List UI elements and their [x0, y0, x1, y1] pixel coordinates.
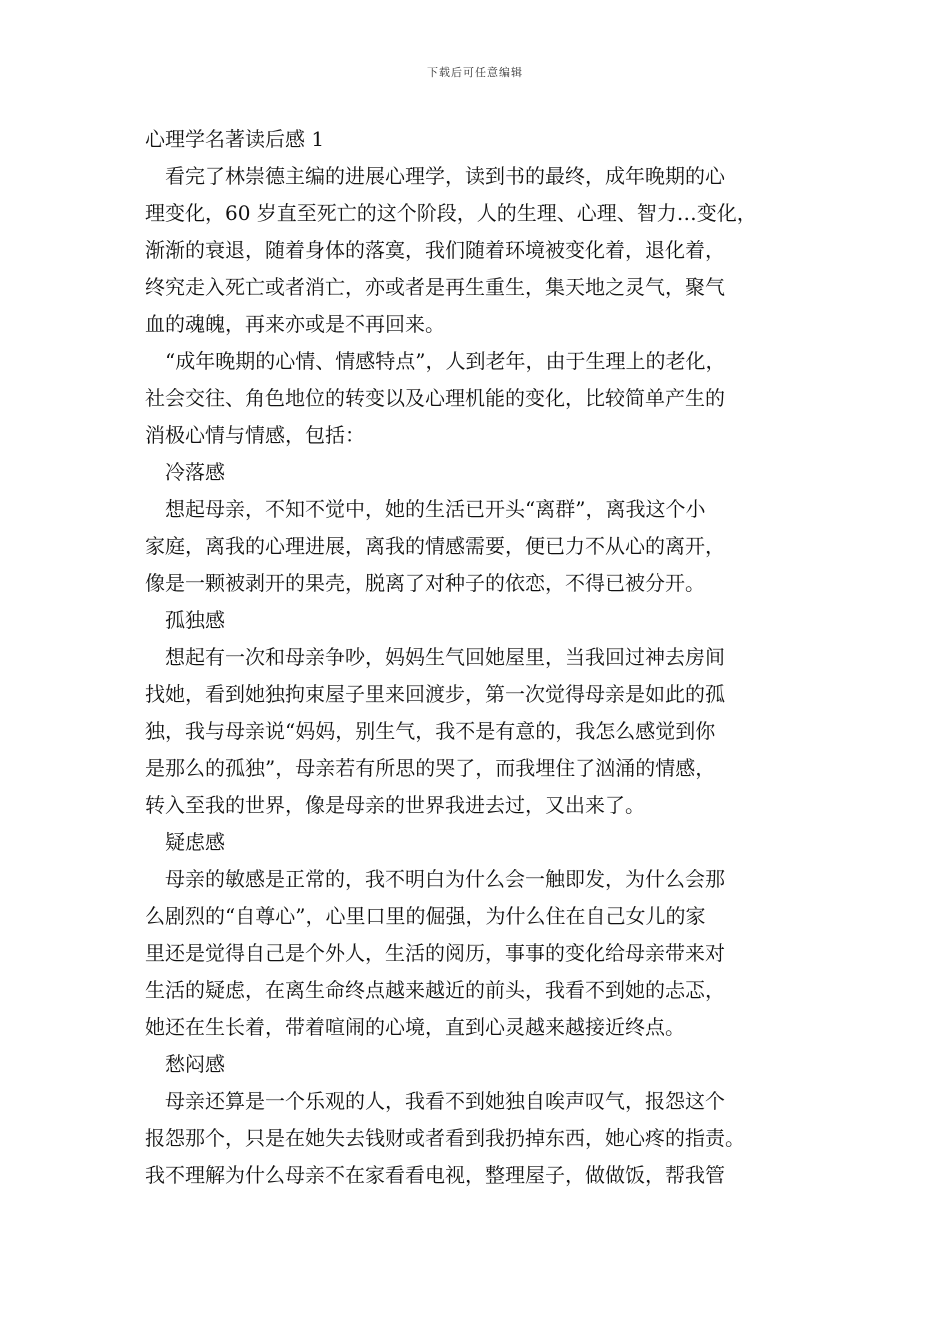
paragraph-line: 渐渐的衰退，随着身体的落寞，我们随着环境被变化着，退化着， [145, 238, 725, 262]
document-title: 心理学名著读后感 1 [145, 127, 325, 151]
paragraph-line: 报怨那个，只是在她失去钱财或者看到我扔掉东西，她心疼的指责。 [145, 1126, 745, 1150]
paragraph-line: 她还在生长着，带着喧闹的心境，直到心灵越来越接近终点。 [145, 1015, 685, 1039]
paragraph-line: 是那么的孤独”，母亲若有所思的哭了，而我埋住了汹涌的情感， [145, 756, 716, 780]
paragraph-line: 血的魂魄，再来亦或是不再回来。 [145, 312, 445, 336]
paragraph [145, 639, 815, 824]
paragraph-line: 找她，看到她独拘束屋子里来回渡步，第一次觉得母亲是如此的孤 [145, 682, 725, 706]
section-heading: 疑虑感 [165, 830, 225, 854]
paragraph-line: 消极心情与情感，包括： [145, 423, 365, 447]
paragraph [145, 158, 815, 343]
page-header: 下载后可任意编辑 [427, 66, 523, 79]
paragraph-line: 我不理解为什么母亲不在家看看电视，整理屋子，做做饭，帮我管 [145, 1163, 725, 1187]
paragraph-line: 社会交往、角色地位的转变以及心理机能的变化，比较简单产生的 [145, 386, 725, 410]
paragraph-line: 生活的疑虑，在离生命终点越来越近的前头，我看不到她的忐忑， [145, 978, 725, 1002]
paragraph-line: 理变化，60 岁直至死亡的这个阶段，人的生理、心理、智力…变化， [145, 201, 757, 225]
paragraph-line: 像是一颗被剥开的果壳，脱离了对种子的依恋，不得已被分开。 [145, 571, 705, 595]
paragraph [145, 1083, 815, 1194]
paragraph-line: 终究走入死亡或者消亡，亦或者是再生重生，集天地之灵气，聚气 [145, 275, 725, 299]
paragraph [145, 861, 815, 1046]
paragraph [145, 491, 815, 602]
paragraph-line: 想起母亲，不知不觉中，她的生活已开头“离群”，离我这个小 [165, 497, 706, 521]
section-heading: 愁闷感 [165, 1052, 225, 1076]
paragraph [145, 343, 815, 454]
paragraph-line: 里还是觉得自己是个外人，生活的阅历，事事的变化给母亲带来对 [145, 941, 725, 965]
section-heading: 冷落感 [165, 460, 225, 484]
paragraph-line: 么剧烈的“自尊心”，心里口里的倔强，为什么住在自己女儿的家 [145, 904, 706, 928]
document-body [145, 120, 815, 1194]
paragraph-line: 看完了林崇德主编的进展心理学，读到书的最终，成年晚期的心 [165, 164, 725, 188]
paragraph-line: 转入至我的世界，像是母亲的世界我进去过，又出来了。 [145, 793, 645, 817]
paragraph-line: 想起有一次和母亲争吵，妈妈生气回她屋里，当我回过神去房间 [165, 645, 725, 669]
section-heading: 孤独感 [165, 608, 225, 632]
paragraph-line: “成年晚期的心情、情感特点”，人到老年，由于生理上的老化， [165, 349, 726, 373]
paragraph-line: 家庭，离我的心理进展，离我的情感需要，便已力不从心的离开， [145, 534, 725, 558]
paragraph-line: 母亲还算是一个乐观的人，我看不到她独自唉声叹气，报怨这个 [165, 1089, 725, 1113]
paragraph-line: 母亲的敏感是正常的，我不明白为什么会一触即发，为什么会那 [165, 867, 725, 891]
paragraph-line: 独，我与母亲说“妈妈，别生气，我不是有意的，我怎么感觉到你 [145, 719, 716, 743]
